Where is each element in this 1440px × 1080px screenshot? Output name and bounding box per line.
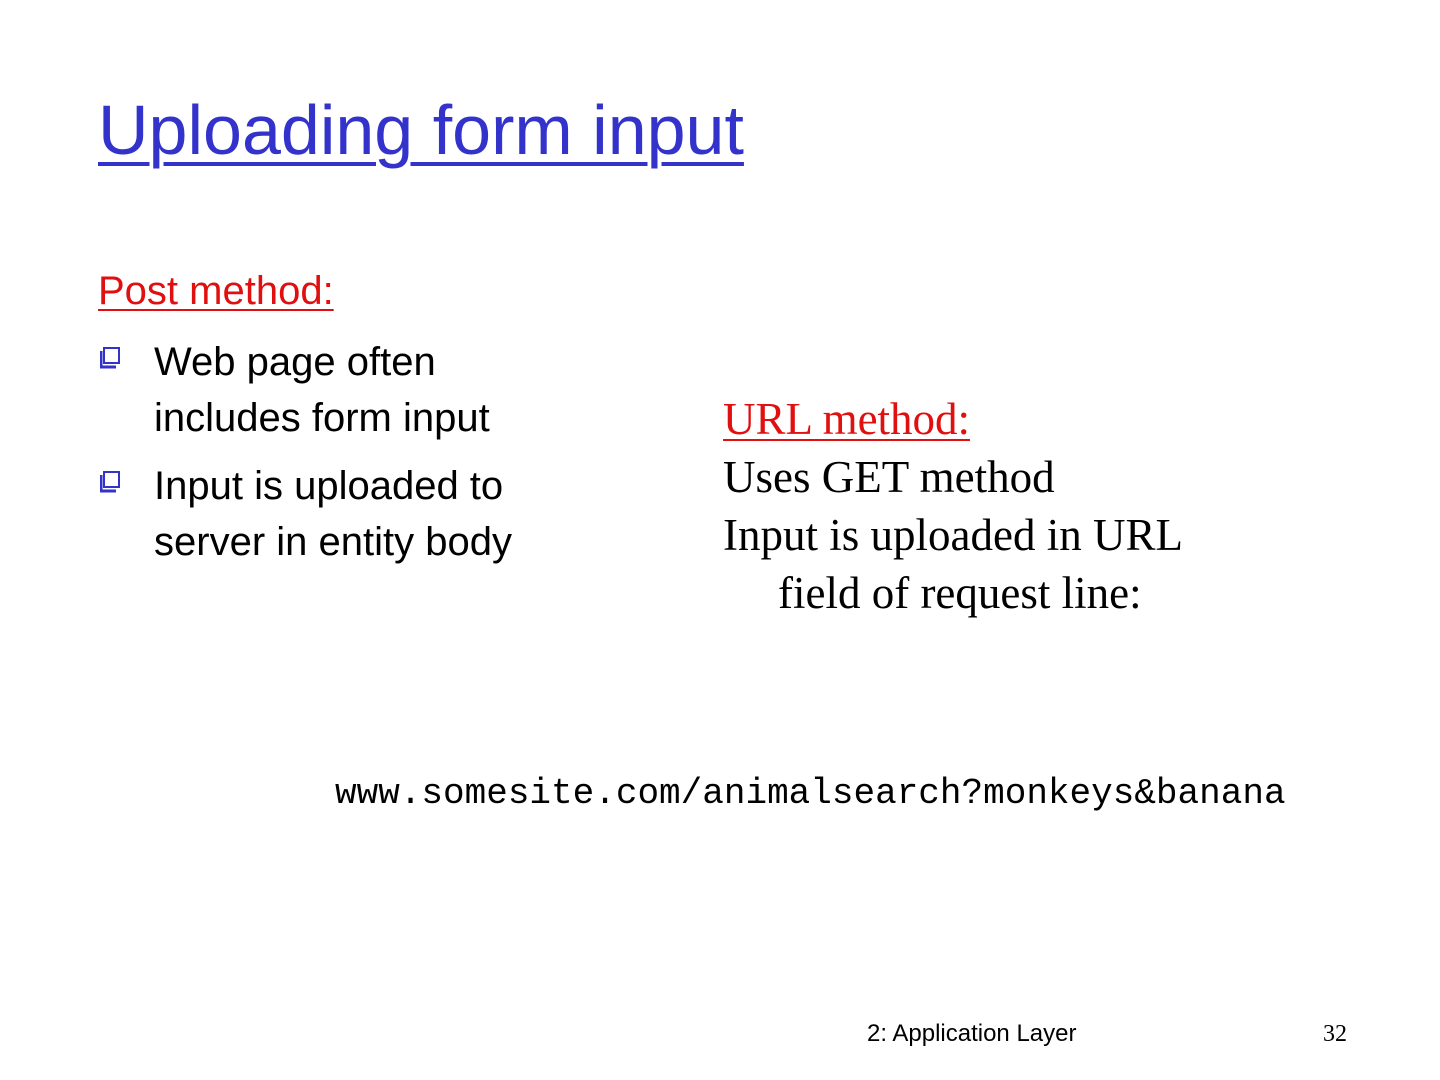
slide-title: Uploading form input bbox=[98, 91, 744, 169]
bullet-item bbox=[98, 334, 618, 446]
bullet-text-line: includes form input bbox=[154, 396, 490, 440]
url-method-line: Input is uploaded in URL bbox=[723, 510, 1183, 560]
bullet-text-line: Input is uploaded to bbox=[154, 464, 504, 508]
bullet-text-line: Web page often bbox=[154, 340, 436, 384]
footer-label: 2: Application Layer bbox=[867, 1020, 1077, 1047]
bullet-text-line: server in entity body bbox=[154, 520, 512, 564]
url-method-block bbox=[723, 390, 1343, 622]
hollow-square-icon bbox=[100, 471, 120, 493]
page-number: 32 bbox=[1323, 1021, 1347, 1047]
url-method-line: field of request line: bbox=[778, 568, 1142, 618]
bullet-item bbox=[98, 458, 618, 570]
post-method-bullet-list bbox=[98, 334, 618, 582]
example-url: www.somesite.com/animalsearch?monkeys&banana bbox=[335, 773, 1286, 814]
hollow-square-icon bbox=[100, 347, 120, 369]
url-method-heading: URL method: bbox=[723, 394, 971, 444]
url-method-line: Uses GET method bbox=[723, 452, 1055, 502]
post-method-heading: Post method: bbox=[98, 269, 334, 313]
